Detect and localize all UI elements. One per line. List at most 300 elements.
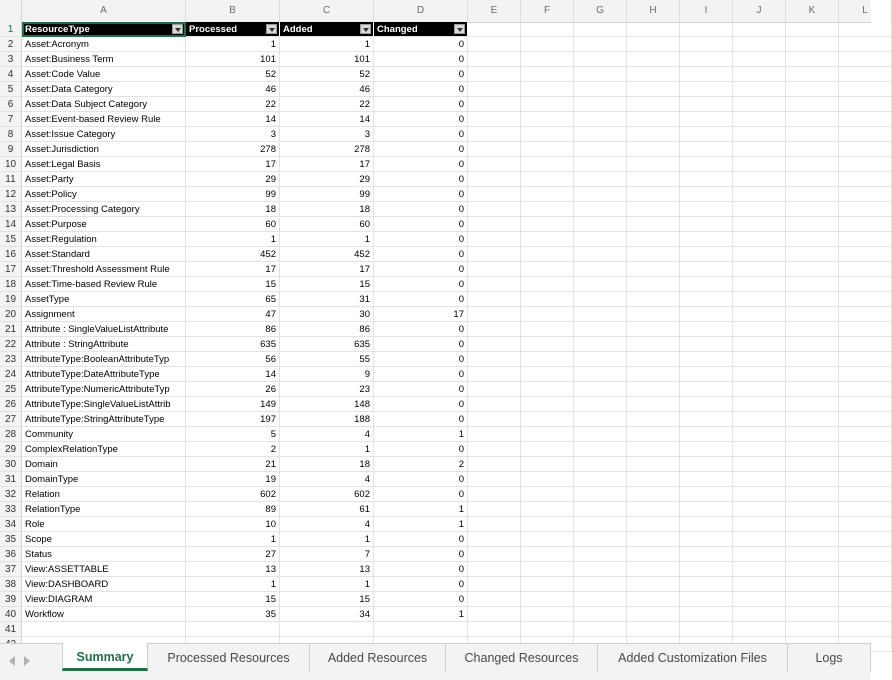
empty-cell[interactable] (680, 322, 733, 337)
empty-cell[interactable] (627, 67, 680, 82)
empty-cell[interactable] (627, 517, 680, 532)
empty-cell[interactable] (733, 172, 786, 187)
empty-cell[interactable] (627, 427, 680, 442)
empty-cell[interactable] (468, 517, 521, 532)
count-cell[interactable]: 52 (280, 67, 374, 82)
empty-cell[interactable] (733, 562, 786, 577)
count-cell[interactable]: 89 (186, 502, 280, 517)
empty-cell[interactable] (839, 397, 892, 412)
empty-cell[interactable] (680, 457, 733, 472)
empty-cell[interactable] (786, 52, 839, 67)
empty-cell[interactable] (680, 22, 733, 37)
count-cell[interactable]: 46 (280, 82, 374, 97)
column-header-a[interactable]: A (22, 0, 186, 22)
empty-cell[interactable] (786, 412, 839, 427)
count-cell[interactable]: 31 (280, 292, 374, 307)
empty-cell[interactable] (786, 127, 839, 142)
empty-cell[interactable] (839, 22, 892, 37)
resource-type-cell[interactable]: Attribute : SingleValueListAttribute (22, 322, 186, 337)
empty-cell[interactable] (574, 202, 627, 217)
empty-cell[interactable] (574, 277, 627, 292)
empty-cell[interactable] (680, 52, 733, 67)
empty-cell[interactable] (627, 82, 680, 97)
empty-cell[interactable] (521, 607, 574, 622)
row-header[interactable]: 4 (0, 67, 22, 82)
row-header[interactable]: 40 (0, 607, 22, 622)
empty-cell[interactable] (574, 247, 627, 262)
empty-cell[interactable] (839, 517, 892, 532)
row-header[interactable]: 41 (0, 622, 22, 637)
empty-cell[interactable] (521, 457, 574, 472)
resource-type-cell[interactable]: View:DASHBOARD (22, 577, 186, 592)
empty-cell[interactable] (786, 532, 839, 547)
column-header-k[interactable]: K (786, 0, 839, 22)
empty-cell[interactable] (574, 262, 627, 277)
row-header[interactable]: 10 (0, 157, 22, 172)
count-cell[interactable]: 99 (280, 187, 374, 202)
row-header[interactable]: 16 (0, 247, 22, 262)
count-cell[interactable]: 5 (186, 427, 280, 442)
empty-cell[interactable] (680, 142, 733, 157)
empty-cell[interactable] (468, 52, 521, 67)
empty-cell[interactable] (627, 172, 680, 187)
empty-cell[interactable] (574, 427, 627, 442)
row-header[interactable]: 6 (0, 97, 22, 112)
count-cell[interactable]: 635 (280, 337, 374, 352)
empty-cell[interactable] (521, 307, 574, 322)
empty-cell[interactable] (280, 622, 374, 637)
empty-cell[interactable] (786, 247, 839, 262)
empty-cell[interactable] (574, 127, 627, 142)
count-cell[interactable]: 14 (186, 367, 280, 382)
empty-cell[interactable] (733, 367, 786, 382)
empty-cell[interactable] (574, 577, 627, 592)
empty-cell[interactable] (521, 487, 574, 502)
empty-cell[interactable] (786, 457, 839, 472)
empty-cell[interactable] (627, 277, 680, 292)
empty-cell[interactable] (468, 187, 521, 202)
empty-cell[interactable] (468, 352, 521, 367)
empty-cell[interactable] (680, 397, 733, 412)
resource-type-cell[interactable]: Asset:Code Value (22, 67, 186, 82)
resource-type-cell[interactable]: Status (22, 547, 186, 562)
empty-cell[interactable] (627, 397, 680, 412)
empty-cell[interactable] (680, 127, 733, 142)
empty-cell[interactable] (468, 202, 521, 217)
empty-cell[interactable] (680, 187, 733, 202)
empty-cell[interactable] (786, 307, 839, 322)
resource-type-cell[interactable]: Asset:Business Term (22, 52, 186, 67)
count-cell[interactable]: 35 (186, 607, 280, 622)
empty-cell[interactable] (521, 232, 574, 247)
empty-cell[interactable] (733, 442, 786, 457)
empty-cell[interactable] (22, 622, 186, 637)
empty-cell[interactable] (733, 502, 786, 517)
empty-cell[interactable] (786, 577, 839, 592)
empty-cell[interactable] (574, 382, 627, 397)
empty-cell[interactable] (574, 307, 627, 322)
empty-cell[interactable] (839, 172, 892, 187)
empty-cell[interactable] (733, 607, 786, 622)
empty-cell[interactable] (468, 112, 521, 127)
count-cell[interactable]: 4 (280, 517, 374, 532)
empty-cell[interactable] (521, 577, 574, 592)
count-cell[interactable]: 14 (186, 112, 280, 127)
resource-type-cell[interactable]: Role (22, 517, 186, 532)
empty-cell[interactable] (468, 277, 521, 292)
column-header-g[interactable]: G (574, 0, 627, 22)
empty-cell[interactable] (374, 622, 468, 637)
empty-cell[interactable] (733, 22, 786, 37)
count-cell[interactable]: 0 (374, 442, 468, 457)
empty-cell[interactable] (680, 532, 733, 547)
sheet-tab-logs[interactable]: Logs (788, 644, 871, 672)
empty-cell[interactable] (521, 112, 574, 127)
empty-cell[interactable] (574, 367, 627, 382)
empty-cell[interactable] (627, 577, 680, 592)
row-header[interactable]: 35 (0, 532, 22, 547)
resource-type-cell[interactable]: Asset:Data Subject Category (22, 97, 186, 112)
empty-cell[interactable] (839, 67, 892, 82)
empty-cell[interactable] (786, 397, 839, 412)
row-header[interactable]: 30 (0, 457, 22, 472)
empty-cell[interactable] (733, 457, 786, 472)
resource-type-cell[interactable]: Asset:Standard (22, 247, 186, 262)
empty-cell[interactable] (627, 532, 680, 547)
empty-cell[interactable] (468, 97, 521, 112)
empty-cell[interactable] (786, 382, 839, 397)
empty-cell[interactable] (786, 337, 839, 352)
empty-cell[interactable] (680, 337, 733, 352)
empty-cell[interactable] (680, 367, 733, 382)
count-cell[interactable]: 18 (186, 202, 280, 217)
empty-cell[interactable] (627, 352, 680, 367)
empty-cell[interactable] (839, 337, 892, 352)
count-cell[interactable]: 1 (280, 532, 374, 547)
empty-cell[interactable] (680, 622, 733, 637)
empty-cell[interactable] (839, 622, 892, 637)
empty-cell[interactable] (468, 127, 521, 142)
count-cell[interactable]: 0 (374, 247, 468, 262)
count-cell[interactable]: 1 (280, 577, 374, 592)
empty-cell[interactable] (468, 562, 521, 577)
empty-cell[interactable] (627, 247, 680, 262)
empty-cell[interactable] (680, 547, 733, 562)
empty-cell[interactable] (521, 52, 574, 67)
row-header[interactable]: 27 (0, 412, 22, 427)
row-header[interactable]: 2 (0, 37, 22, 52)
empty-cell[interactable] (680, 442, 733, 457)
column-header-h[interactable]: H (627, 0, 680, 22)
empty-cell[interactable] (574, 157, 627, 172)
empty-cell[interactable] (786, 187, 839, 202)
count-cell[interactable]: 0 (374, 352, 468, 367)
count-cell[interactable]: 99 (186, 187, 280, 202)
count-cell[interactable]: 101 (280, 52, 374, 67)
empty-cell[interactable] (521, 82, 574, 97)
empty-cell[interactable] (627, 442, 680, 457)
empty-cell[interactable] (468, 157, 521, 172)
empty-cell[interactable] (839, 592, 892, 607)
count-cell[interactable]: 56 (186, 352, 280, 367)
count-cell[interactable]: 1 (280, 37, 374, 52)
column-header-c[interactable]: C (280, 0, 374, 22)
empty-cell[interactable] (839, 112, 892, 127)
count-cell[interactable]: 86 (280, 322, 374, 337)
empty-cell[interactable] (680, 382, 733, 397)
empty-cell[interactable] (680, 517, 733, 532)
empty-cell[interactable] (733, 37, 786, 52)
empty-cell[interactable] (574, 337, 627, 352)
empty-cell[interactable] (627, 22, 680, 37)
empty-cell[interactable] (574, 322, 627, 337)
empty-cell[interactable] (733, 472, 786, 487)
row-header[interactable]: 28 (0, 427, 22, 442)
empty-cell[interactable] (786, 292, 839, 307)
resource-type-cell[interactable]: View:DIAGRAM (22, 592, 186, 607)
count-cell[interactable]: 0 (374, 262, 468, 277)
empty-cell[interactable] (786, 547, 839, 562)
empty-cell[interactable] (521, 517, 574, 532)
row-header[interactable]: 32 (0, 487, 22, 502)
empty-cell[interactable] (468, 442, 521, 457)
empty-cell[interactable] (839, 547, 892, 562)
empty-cell[interactable] (839, 292, 892, 307)
empty-cell[interactable] (733, 127, 786, 142)
empty-cell[interactable] (733, 97, 786, 112)
resource-type-cell[interactable]: AttributeType:NumericAttributeTyp (22, 382, 186, 397)
empty-cell[interactable] (733, 547, 786, 562)
empty-cell[interactable] (786, 142, 839, 157)
empty-cell[interactable] (574, 517, 627, 532)
empty-cell[interactable] (786, 157, 839, 172)
empty-cell[interactable] (786, 622, 839, 637)
empty-cell[interactable] (468, 292, 521, 307)
table-header-cell[interactable] (186, 22, 280, 37)
empty-cell[interactable] (733, 412, 786, 427)
empty-cell[interactable] (468, 532, 521, 547)
count-cell[interactable]: 18 (280, 202, 374, 217)
empty-cell[interactable] (786, 112, 839, 127)
empty-cell[interactable] (839, 442, 892, 457)
empty-cell[interactable] (468, 247, 521, 262)
empty-cell[interactable] (574, 97, 627, 112)
empty-cell[interactable] (733, 52, 786, 67)
count-cell[interactable]: 1 (374, 502, 468, 517)
empty-cell[interactable] (786, 262, 839, 277)
empty-cell[interactable] (733, 382, 786, 397)
row-header[interactable]: 11 (0, 172, 22, 187)
count-cell[interactable]: 602 (186, 487, 280, 502)
count-cell[interactable]: 27 (186, 547, 280, 562)
empty-cell[interactable] (839, 607, 892, 622)
filter-dropdown-icon[interactable] (360, 24, 371, 34)
empty-cell[interactable] (468, 37, 521, 52)
row-header[interactable]: 24 (0, 367, 22, 382)
empty-cell[interactable] (468, 382, 521, 397)
resource-type-cell[interactable]: AttributeType:SingleValueListAttrib (22, 397, 186, 412)
resource-type-cell[interactable]: Asset:Processing Category (22, 202, 186, 217)
empty-cell[interactable] (627, 502, 680, 517)
resource-type-cell[interactable]: Attribute : StringAttribute (22, 337, 186, 352)
row-header[interactable]: 20 (0, 307, 22, 322)
empty-cell[interactable] (627, 142, 680, 157)
count-cell[interactable]: 1 (186, 532, 280, 547)
table-header-cell[interactable] (280, 22, 374, 37)
empty-cell[interactable] (627, 607, 680, 622)
resource-type-cell[interactable]: Domain (22, 457, 186, 472)
row-header[interactable]: 31 (0, 472, 22, 487)
empty-cell[interactable] (839, 577, 892, 592)
count-cell[interactable]: 17 (374, 307, 468, 322)
resource-type-cell[interactable]: AttributeType:BooleanAttributeTyp (22, 352, 186, 367)
empty-cell[interactable] (680, 172, 733, 187)
resource-type-cell[interactable]: DomainType (22, 472, 186, 487)
count-cell[interactable]: 148 (280, 397, 374, 412)
empty-cell[interactable] (839, 217, 892, 232)
empty-cell[interactable] (521, 97, 574, 112)
empty-cell[interactable] (786, 37, 839, 52)
empty-cell[interactable] (839, 322, 892, 337)
empty-cell[interactable] (839, 52, 892, 67)
count-cell[interactable]: 1 (374, 517, 468, 532)
empty-cell[interactable] (521, 22, 574, 37)
empty-cell[interactable] (521, 442, 574, 457)
empty-cell[interactable] (786, 202, 839, 217)
empty-cell[interactable] (627, 232, 680, 247)
empty-cell[interactable] (627, 382, 680, 397)
empty-cell[interactable] (627, 187, 680, 202)
column-header-e[interactable]: E (468, 0, 521, 22)
column-header-f[interactable]: F (521, 0, 574, 22)
empty-cell[interactable] (468, 337, 521, 352)
resource-type-cell[interactable]: Asset:Policy (22, 187, 186, 202)
count-cell[interactable]: 0 (374, 412, 468, 427)
row-header[interactable]: 1 (0, 22, 22, 37)
empty-cell[interactable] (839, 232, 892, 247)
empty-cell[interactable] (627, 127, 680, 142)
empty-cell[interactable] (839, 457, 892, 472)
count-cell[interactable]: 0 (374, 52, 468, 67)
count-cell[interactable]: 1 (186, 577, 280, 592)
resource-type-cell[interactable]: Asset:Data Category (22, 82, 186, 97)
column-header-b[interactable]: B (186, 0, 280, 22)
filter-dropdown-icon[interactable] (454, 24, 465, 34)
count-cell[interactable]: 17 (280, 262, 374, 277)
empty-cell[interactable] (786, 367, 839, 382)
resource-type-cell[interactable]: Asset:Acronym (22, 37, 186, 52)
count-cell[interactable]: 1 (374, 607, 468, 622)
empty-cell[interactable] (786, 67, 839, 82)
row-header[interactable]: 12 (0, 187, 22, 202)
empty-cell[interactable] (733, 577, 786, 592)
empty-cell[interactable] (839, 187, 892, 202)
empty-cell[interactable] (680, 82, 733, 97)
empty-cell[interactable] (521, 427, 574, 442)
empty-cell[interactable] (468, 322, 521, 337)
empty-cell[interactable] (468, 622, 521, 637)
count-cell[interactable]: 0 (374, 397, 468, 412)
empty-cell[interactable] (733, 247, 786, 262)
count-cell[interactable]: 55 (280, 352, 374, 367)
empty-cell[interactable] (839, 247, 892, 262)
empty-cell[interactable] (786, 172, 839, 187)
column-header-j[interactable]: J (733, 0, 786, 22)
resource-type-cell[interactable]: Community (22, 427, 186, 442)
empty-cell[interactable] (680, 37, 733, 52)
count-cell[interactable]: 0 (374, 82, 468, 97)
empty-cell[interactable] (680, 502, 733, 517)
empty-cell[interactable] (786, 472, 839, 487)
sheet-tab-added-resources[interactable]: Added Resources (310, 644, 446, 672)
count-cell[interactable]: 52 (186, 67, 280, 82)
count-cell[interactable]: 61 (280, 502, 374, 517)
row-header[interactable]: 26 (0, 397, 22, 412)
count-cell[interactable]: 65 (186, 292, 280, 307)
count-cell[interactable]: 15 (186, 592, 280, 607)
row-header[interactable]: 3 (0, 52, 22, 67)
count-cell[interactable]: 0 (374, 202, 468, 217)
count-cell[interactable]: 4 (280, 472, 374, 487)
row-header[interactable]: 22 (0, 337, 22, 352)
empty-cell[interactable] (839, 277, 892, 292)
count-cell[interactable]: 0 (374, 487, 468, 502)
row-header[interactable]: 38 (0, 577, 22, 592)
empty-cell[interactable] (680, 472, 733, 487)
empty-cell[interactable] (521, 592, 574, 607)
count-cell[interactable]: 14 (280, 112, 374, 127)
empty-cell[interactable] (521, 277, 574, 292)
count-cell[interactable]: 10 (186, 517, 280, 532)
next-sheet-arrow-icon[interactable] (24, 656, 30, 666)
count-cell[interactable]: 0 (374, 292, 468, 307)
count-cell[interactable]: 0 (374, 67, 468, 82)
empty-cell[interactable] (521, 502, 574, 517)
resource-type-cell[interactable]: View:ASSETTABLE (22, 562, 186, 577)
empty-cell[interactable] (521, 247, 574, 262)
empty-cell[interactable] (627, 412, 680, 427)
resource-type-cell[interactable]: Asset:Regulation (22, 232, 186, 247)
count-cell[interactable]: 15 (186, 277, 280, 292)
count-cell[interactable]: 452 (280, 247, 374, 262)
empty-cell[interactable] (680, 112, 733, 127)
count-cell[interactable]: 22 (280, 97, 374, 112)
empty-cell[interactable] (733, 517, 786, 532)
empty-cell[interactable] (627, 457, 680, 472)
resource-type-cell[interactable]: AttributeType:StringAttributeType (22, 412, 186, 427)
row-header[interactable]: 17 (0, 262, 22, 277)
empty-cell[interactable] (680, 592, 733, 607)
count-cell[interactable]: 13 (186, 562, 280, 577)
empty-cell[interactable] (574, 397, 627, 412)
resource-type-cell[interactable]: Asset:Threshold Assessment Rule (22, 262, 186, 277)
empty-cell[interactable] (521, 367, 574, 382)
empty-cell[interactable] (468, 172, 521, 187)
count-cell[interactable]: 1 (374, 427, 468, 442)
count-cell[interactable]: 278 (186, 142, 280, 157)
select-all-corner[interactable] (0, 0, 22, 22)
empty-cell[interactable] (680, 427, 733, 442)
count-cell[interactable]: 0 (374, 547, 468, 562)
empty-cell[interactable] (733, 142, 786, 157)
count-cell[interactable]: 26 (186, 382, 280, 397)
empty-cell[interactable] (521, 622, 574, 637)
count-cell[interactable]: 15 (280, 277, 374, 292)
empty-cell[interactable] (468, 472, 521, 487)
empty-cell[interactable] (680, 292, 733, 307)
empty-cell[interactable] (680, 577, 733, 592)
empty-cell[interactable] (627, 472, 680, 487)
